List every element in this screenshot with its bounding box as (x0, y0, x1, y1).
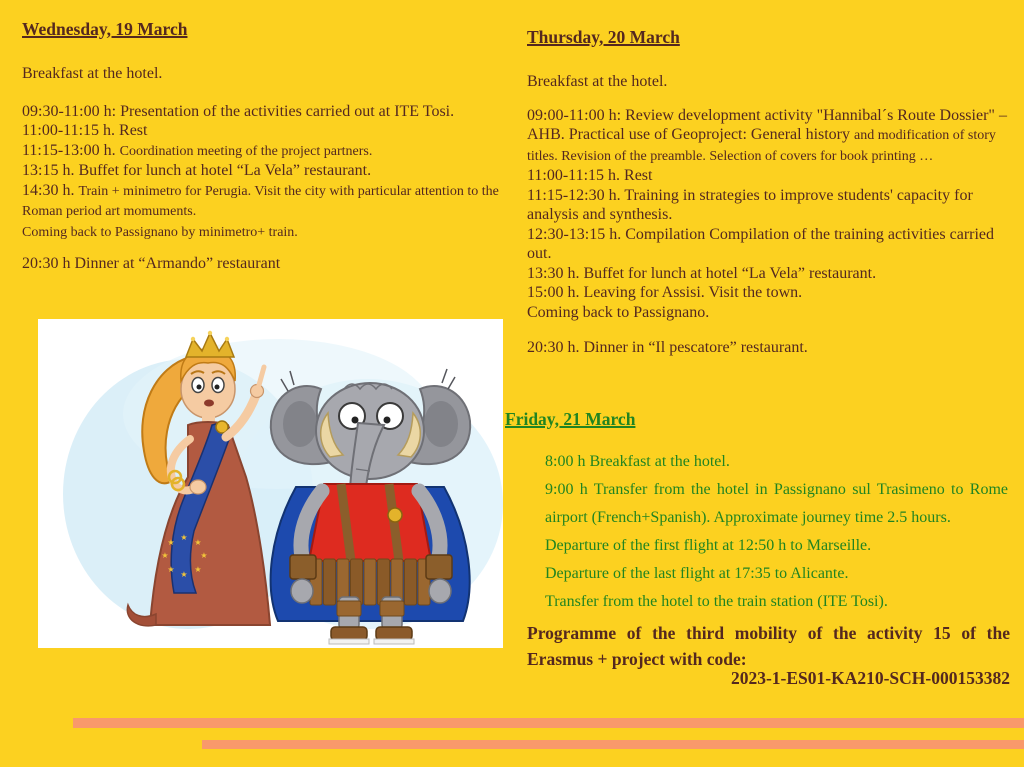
thursday-friday-section (505, 0, 1010, 688)
thursday-breakfast: Breakfast at the hotel. (527, 73, 668, 90)
svg-text:★: ★ (180, 533, 188, 542)
svg-text:★: ★ (167, 565, 175, 574)
friday-item: 8:00 h Breakfast at the hotel. (545, 452, 730, 470)
friday-item: 9:00 h Transfer from the hotel in Passignano sul Trasimeno to Rome airport (French+Spanish). Approximate journey time 2.5 hours. (545, 480, 1008, 526)
schedule-text: 12:30-13:15 h. Compilation Compilation of the training activities carried out. (527, 225, 995, 262)
schedule-text: 11:15-12:30 h. Training in strategies to improve students' capacity for analysis and synthesis. (527, 186, 973, 223)
schedule-line (22, 141, 510, 162)
wednesday-breakfast: Breakfast at the hotel. (22, 65, 163, 82)
schedule-text: 14:30 h. (22, 181, 79, 199)
schedule-line (22, 121, 510, 141)
schedule-line (527, 166, 1010, 186)
wednesday-schedule (22, 102, 510, 243)
schedule-text: 11:15-13:00 h. (22, 141, 120, 159)
svg-text:★: ★ (167, 538, 175, 547)
schedule-text: 09:00-11:00 h: Review development activity "Hannibal´s Route Dossier" – AHB. Practical use of Geoproject: General history (527, 106, 1007, 143)
svg-text:★: ★ (161, 551, 169, 560)
svg-text:★: ★ (194, 538, 202, 547)
schedule-text: 11:00-11:15 h. Rest (527, 167, 653, 184)
schedule-text: Coming back to Passignano. (527, 303, 710, 321)
svg-text:★: ★ (194, 565, 202, 574)
svg-text:★: ★ (200, 551, 208, 560)
thursday-heading: Thursday, 20 March (527, 27, 680, 47)
schedule-text: 15:00 h. Leaving for Assisi. Visit the town. (527, 284, 803, 301)
wednesday-section (22, 18, 510, 274)
schedule-text: and modification of story titles. Revision of the preamble. Selection of covers for book printing … (527, 128, 996, 164)
thursday-schedule (527, 106, 1010, 323)
schedule-text: 13:15 h. Buffet for lunch at hotel “La Vela” restaurant. (22, 162, 372, 179)
tiara (186, 333, 234, 357)
programme-note: Programme of the third mobility of the activity 15 of the Erasmus + project with code: (527, 622, 1010, 669)
friday-heading: Friday, 21 March (505, 408, 636, 429)
schedule-text: 11:00-11:15 h. Rest (22, 122, 148, 139)
schedule-text: 13:30 h. Buffet for lunch at hotel “La Vela” restaurant. (527, 264, 877, 282)
gold-brooch (216, 421, 228, 433)
friday-item: Transfer from the hotel to the train station (ITE Tosi). (545, 592, 888, 610)
schedule-line (527, 283, 1010, 303)
decor-stripe-1 (73, 718, 1024, 728)
schedule-line (22, 222, 510, 243)
friday-item: Departure of the first flight at 12:50 h to Marseille. (545, 536, 872, 554)
schedule-line (527, 225, 1010, 264)
schedule-text: Coming back to Passignano by minimetro+ train. (22, 224, 298, 240)
decor-stripe-2 (202, 740, 1024, 749)
thursday-dinner: 20:30 h. Dinner in “Il pescatore” restaurant. (527, 339, 808, 356)
thursday-block (527, 0, 1010, 358)
svg-text:★: ★ (180, 570, 188, 579)
wednesday-heading: Wednesday, 19 March (22, 19, 188, 39)
schedule-line (22, 102, 510, 122)
elephant-figure (271, 369, 471, 644)
friday-item: Departure of the last flight at 17:35 to Alicante. (545, 564, 849, 582)
schedule-text: 09:30-11:00 h: Presentation of the activities carried out at ITE Tosi. (22, 102, 455, 120)
schedule-line (22, 161, 510, 181)
schedule-line (527, 303, 1010, 323)
friday-schedule (545, 448, 1008, 616)
schedule-text: Coordination meeting of the project partners. (119, 143, 373, 159)
wednesday-dinner: 20:30 h Dinner at “Armando” restaurant (22, 255, 281, 272)
schedule-line (527, 186, 1010, 225)
europa-elephant-illustration (38, 319, 503, 648)
schedule-line (22, 181, 510, 222)
project-code: 2023-1-ES01-KA210-SCH-000153382 (730, 667, 1010, 688)
schedule-line (527, 264, 1010, 284)
schedule-line (527, 106, 1010, 167)
schedule-text: Train + minimetro for Perugia. Visit the city with particular attention to the Roman period art momuments. (22, 183, 499, 219)
